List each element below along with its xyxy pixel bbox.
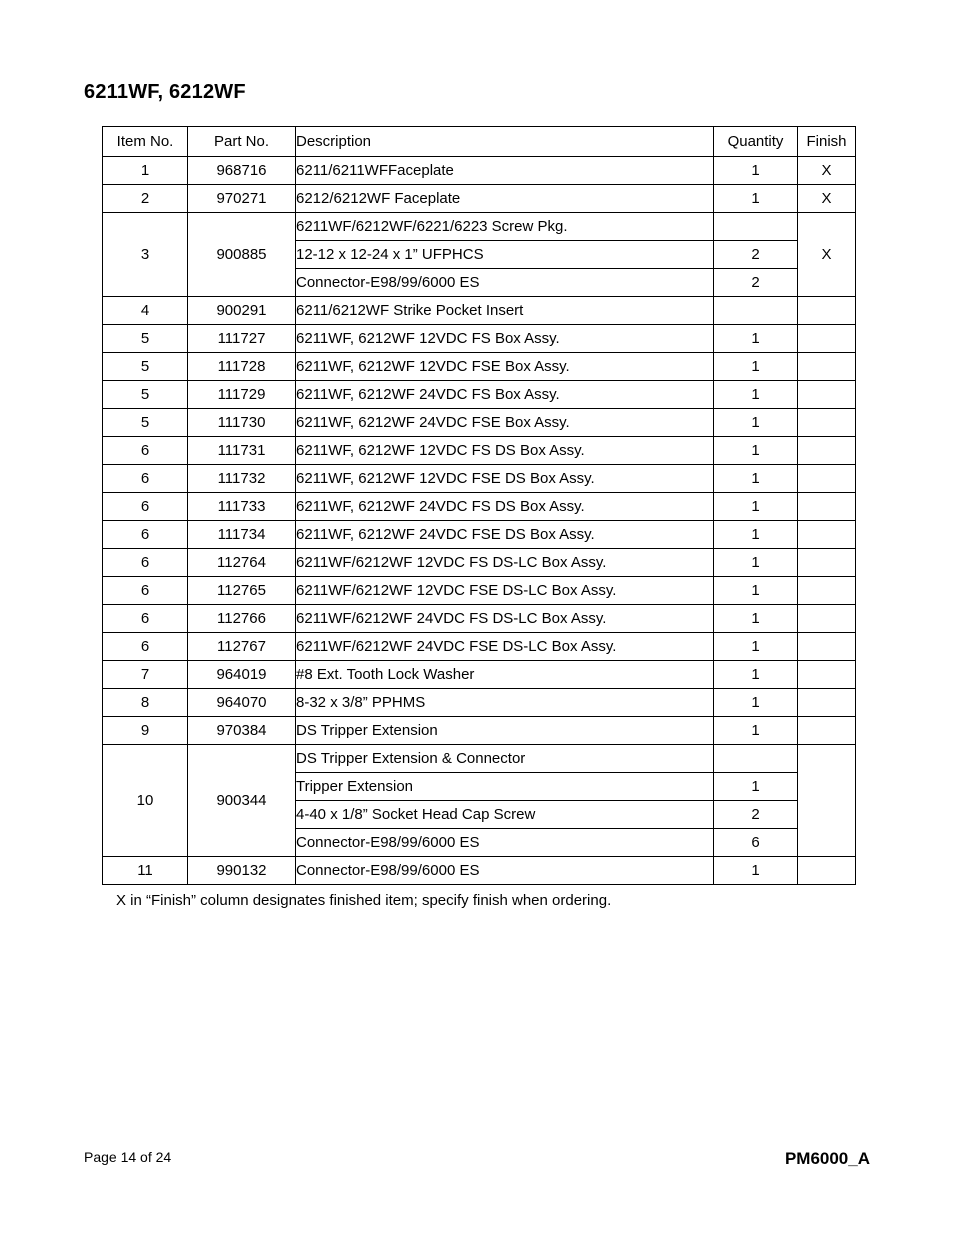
quantity-cell: 1 — [714, 689, 798, 717]
description-cell: 6211WF, 6212WF 12VDC FS Box Assy. — [296, 325, 714, 353]
part-cell: 970271 — [188, 185, 296, 213]
part-cell: 964019 — [188, 661, 296, 689]
finish-cell — [798, 493, 856, 521]
description-cell: 6211WF/6212WF 24VDC FSE DS-LC Box Assy. — [296, 633, 714, 661]
quantity-cell: 1 — [714, 577, 798, 605]
finish-note: X in “Finish” column designates finished item; specify finish when ordering. — [116, 892, 612, 909]
part-cell: 970384 — [188, 717, 296, 745]
part-cell: 968716 — [188, 157, 296, 185]
quantity-cell: 1 — [714, 661, 798, 689]
part-cell: 990132 — [188, 857, 296, 885]
description-cell: #8 Ext. Tooth Lock Washer — [296, 661, 714, 689]
item-cell: 11 — [103, 857, 188, 885]
part-cell: 111733 — [188, 493, 296, 521]
finish-cell — [798, 325, 856, 353]
quantity-cell: 2 — [714, 241, 798, 269]
quantity-cell: 1 — [714, 605, 798, 633]
quantity-cell: 6 — [714, 829, 798, 857]
part-cell: 900885 — [188, 213, 296, 297]
description-cell: 6211/6212WF Strike Pocket Insert — [296, 297, 714, 325]
item-cell: 5 — [103, 409, 188, 437]
quantity-cell: 1 — [714, 437, 798, 465]
table-row — [103, 353, 856, 381]
part-cell: 112766 — [188, 605, 296, 633]
quantity-cell: 1 — [714, 409, 798, 437]
table-row — [103, 409, 856, 437]
table-row — [103, 661, 856, 689]
finish-cell: X — [798, 157, 856, 185]
finish-cell — [798, 381, 856, 409]
finish-cell — [798, 549, 856, 577]
finish-cell — [798, 633, 856, 661]
quantity-cell: 1 — [714, 325, 798, 353]
part-cell: 111728 — [188, 353, 296, 381]
table-row — [103, 745, 856, 773]
item-cell: 6 — [103, 521, 188, 549]
finish-cell — [798, 437, 856, 465]
item-cell: 6 — [103, 549, 188, 577]
part-cell: 964070 — [188, 689, 296, 717]
description-cell: 6212/6212WF Faceplate — [296, 185, 714, 213]
item-cell: 6 — [103, 437, 188, 465]
table-row — [103, 185, 856, 213]
finish-cell — [798, 465, 856, 493]
finish-cell — [798, 409, 856, 437]
description-cell: 6211WF, 6212WF 24VDC FSE DS Box Assy. — [296, 521, 714, 549]
table-row — [103, 493, 856, 521]
table-row — [103, 549, 856, 577]
item-cell: 9 — [103, 717, 188, 745]
quantity-cell: 1 — [714, 717, 798, 745]
table-row — [103, 633, 856, 661]
description-cell: 6211WF, 6212WF 24VDC FSE Box Assy. — [296, 409, 714, 437]
finish-cell — [798, 717, 856, 745]
finish-cell — [798, 857, 856, 885]
item-cell: 4 — [103, 297, 188, 325]
quantity-cell — [714, 213, 798, 241]
quantity-cell: 1 — [714, 493, 798, 521]
parts-table — [102, 126, 856, 885]
description-cell: Connector-E98/99/6000 ES — [296, 269, 714, 297]
quantity-cell: 1 — [714, 353, 798, 381]
quantity-cell: 1 — [714, 381, 798, 409]
description-cell: 6211WF/6212WF 12VDC FSE DS-LC Box Assy. — [296, 577, 714, 605]
quantity-cell: 1 — [714, 465, 798, 493]
table-row — [103, 437, 856, 465]
item-cell: 8 — [103, 689, 188, 717]
item-cell: 6 — [103, 465, 188, 493]
part-cell: 111732 — [188, 465, 296, 493]
quantity-cell: 1 — [714, 857, 798, 885]
col-header-quantity: Quantity — [714, 127, 798, 157]
description-cell: 6211WF, 6212WF 12VDC FSE DS Box Assy. — [296, 465, 714, 493]
finish-cell — [798, 353, 856, 381]
item-cell: 5 — [103, 325, 188, 353]
quantity-cell — [714, 745, 798, 773]
description-cell: 6211WF/6212WF 12VDC FS DS-LC Box Assy. — [296, 549, 714, 577]
item-cell: 1 — [103, 157, 188, 185]
finish-cell — [798, 577, 856, 605]
quantity-cell: 1 — [714, 633, 798, 661]
description-cell: 6211WF, 6212WF 24VDC FS DS Box Assy. — [296, 493, 714, 521]
part-cell: 111730 — [188, 409, 296, 437]
table-row — [103, 605, 856, 633]
item-cell: 6 — [103, 577, 188, 605]
description-cell: 6211/6211WFFaceplate — [296, 157, 714, 185]
finish-cell — [798, 745, 856, 857]
document-id: PM6000_A — [784, 1149, 870, 1168]
part-cell: 900291 — [188, 297, 296, 325]
item-cell: 2 — [103, 185, 188, 213]
finish-cell — [798, 605, 856, 633]
part-cell: 111734 — [188, 521, 296, 549]
item-cell: 10 — [103, 745, 188, 857]
part-cell: 111727 — [188, 325, 296, 353]
quantity-cell: 1 — [714, 157, 798, 185]
description-cell: Tripper Extension — [296, 773, 714, 801]
table-header-row — [103, 127, 856, 157]
page-number: Page 14 of 24 — [84, 1149, 172, 1165]
quantity-cell: 2 — [714, 801, 798, 829]
description-cell: Connector-E98/99/6000 ES — [296, 857, 714, 885]
item-cell: 6 — [103, 493, 188, 521]
finish-cell — [798, 297, 856, 325]
quantity-cell: 1 — [714, 185, 798, 213]
description-cell: 6211WF/6212WF 24VDC FS DS-LC Box Assy. — [296, 605, 714, 633]
item-cell: 6 — [103, 605, 188, 633]
part-cell: 112767 — [188, 633, 296, 661]
page-title: 6211WF, 6212WF — [84, 81, 246, 103]
table-row — [103, 857, 856, 885]
description-cell: 12-12 x 12-24 x 1” UFPHCS — [296, 241, 714, 269]
finish-cell — [798, 521, 856, 549]
description-cell: 6211WF, 6212WF 12VDC FSE Box Assy. — [296, 353, 714, 381]
item-cell: 3 — [103, 213, 188, 297]
description-cell: 6211WF/6212WF/6221/6223 Screw Pkg. — [296, 213, 714, 241]
description-cell: 6211WF, 6212WF 12VDC FS DS Box Assy. — [296, 437, 714, 465]
description-cell: 8-32 x 3/8” PPHMS — [296, 689, 714, 717]
finish-cell — [798, 689, 856, 717]
col-header-item: Item No. — [103, 127, 188, 157]
col-header-finish: Finish — [798, 127, 856, 157]
item-cell: 5 — [103, 353, 188, 381]
part-cell: 112765 — [188, 577, 296, 605]
description-cell: Connector-E98/99/6000 ES — [296, 829, 714, 857]
table-row — [103, 381, 856, 409]
table-row — [103, 577, 856, 605]
item-cell: 5 — [103, 381, 188, 409]
table-row — [103, 465, 856, 493]
quantity-cell — [714, 297, 798, 325]
table-row — [103, 325, 856, 353]
quantity-cell: 1 — [714, 773, 798, 801]
description-cell: DS Tripper Extension & Connector — [296, 745, 714, 773]
table-row — [103, 689, 856, 717]
item-cell: 6 — [103, 633, 188, 661]
col-header-part: Part No. — [188, 127, 296, 157]
quantity-cell: 1 — [714, 521, 798, 549]
table-row — [103, 213, 856, 241]
table-row — [103, 157, 856, 185]
part-cell: 111731 — [188, 437, 296, 465]
description-cell: 6211WF, 6212WF 24VDC FS Box Assy. — [296, 381, 714, 409]
quantity-cell: 2 — [714, 269, 798, 297]
table-row — [103, 297, 856, 325]
description-cell: 4-40 x 1/8” Socket Head Cap Screw — [296, 801, 714, 829]
finish-cell — [798, 661, 856, 689]
part-cell: 111729 — [188, 381, 296, 409]
finish-cell: X — [798, 213, 856, 297]
col-header-description: Description — [296, 127, 714, 157]
table-row — [103, 717, 856, 745]
part-cell: 112764 — [188, 549, 296, 577]
description-cell: DS Tripper Extension — [296, 717, 714, 745]
finish-cell: X — [798, 185, 856, 213]
item-cell: 7 — [103, 661, 188, 689]
table-row — [103, 521, 856, 549]
quantity-cell: 1 — [714, 549, 798, 577]
part-cell: 900344 — [188, 745, 296, 857]
